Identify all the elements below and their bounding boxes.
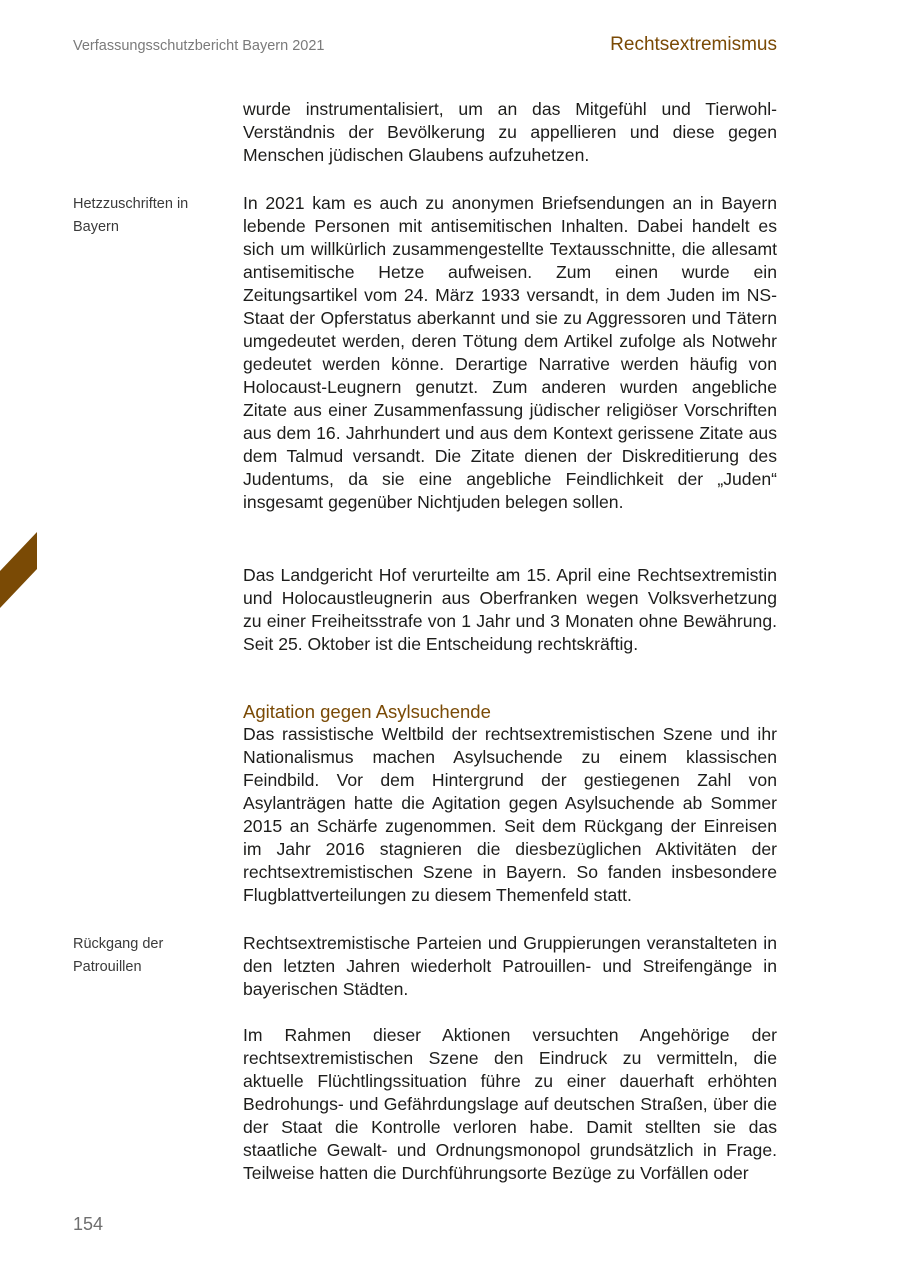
body-paragraph-5: Rechtsextremistische Parteien und Gruppierungen veranstalteten in den letzten Jahren wiederholt Patrouillen- und Streifengänge in bayerischen Städten. xyxy=(243,933,777,999)
sidenote-hetzzuschriften xyxy=(73,193,213,239)
sidenote-line: Rückgang der xyxy=(73,936,164,952)
chapter-tab-marker xyxy=(0,532,37,608)
body-paragraph-2: In 2021 kam es auch zu anonymen Briefsendungen an in Bayern lebende Personen mit antisemitischen Inhalten. Dabei handelt es sich um willkürlich zusammengestellte Textausschnitte, die allesamt antisemitische Hetze aufweisen. Zum einen wurde ein Zeitungsartikel vom 24. März 1933 versandt, in dem Juden im NS-Staat der Opferstatus aberkannt und sie zu Aggressoren und Tätern umgedeutet werden, deren Tötung dem Artikel zufolge als Notwehr gedeutet werden könne. Derartige Narrative werden häufig von Holocaust-Leugnern genutzt. Zum anderen wurden angebliche Zitate aus einer Zusammenfassung jüdischer religiöser Vorschriften aus dem 16. Jahrhundert und aus dem Kontext gerissene Zitate aus dem Talmud versandt. Die Zitate dienen der Diskreditierung des Judentums, da sie eine angebliche Feindlichkeit der „Juden“ insgesamt gegenüber Nichtjuden belegen sollen. xyxy=(243,193,777,512)
sidenote-line: Hetzzuschriften in xyxy=(73,196,189,212)
running-header-section: Rechtsextremismus xyxy=(610,34,777,55)
body-paragraph-1: wurde instrumentalisiert, um an das Mitgefühl und Tierwohl-Verständnis der Bevölkerung zu appellieren und diese gegen Menschen jüdischen Glaubens aufzuhetzen. xyxy=(243,99,777,165)
running-header-title: Verfassungsschutzbericht Bayern 2021 xyxy=(73,38,325,54)
page-number: 154 xyxy=(73,1214,104,1234)
sidenote-line: Bayern xyxy=(73,219,119,235)
body-paragraph-4: Das rassistische Weltbild der rechtsextremistischen Szene und ihr Nationalismus machen Asylsuchende zu einem klassischen Feindbild. Vor dem Hintergrund der gestiegenen Zahl von Asylanträgen hatte die Agitation gegen Asylsuchende ab Sommer 2015 an Schärfe zugenommen. Seit dem Rückgang der Einreisen im Jahr 2016 stagnieren die diesbezüglichen Aktivitäten der rechtsextremistischen Szene in Bayern. So fanden insbesondere Flugblattverteilungen zu diesem Themenfeld statt. xyxy=(243,724,777,905)
body-paragraph-6: Im Rahmen dieser Aktionen versuchten Angehörige der rechtsextremistischen Szene den Eindruck zu vermitteln, die aktuelle Flüchtlingssituation führe zu einer dauerhaft erhöhten Bedrohungs- und Gefährdungslage auf deutschen Straßen, über die der Staat die Kontrolle verloren habe. Damit stellten sie das staatliche Gewalt- und Ordnungsmonopol grundsätzlich in Frage. Teilweise hatten die Durchführungsorte Bezüge zu Vorfällen oder xyxy=(243,1025,777,1183)
body-paragraph-3: Das Landgericht Hof verurteilte am 15. April eine Rechtsextremistin und Holocaustleugnerin aus Oberfranken wegen Volksverhetzung zu einer Freiheitsstrafe von 1 Jahr und 3 Monaten ohne Bewährung. Seit 25. Oktober ist die Entscheidung rechtskräftig. xyxy=(243,565,777,654)
sidenote-line: Patrouillen xyxy=(73,959,142,975)
sidenote-patrouillen xyxy=(73,933,213,979)
section-heading: Agitation gegen Asylsuchende xyxy=(243,701,491,722)
